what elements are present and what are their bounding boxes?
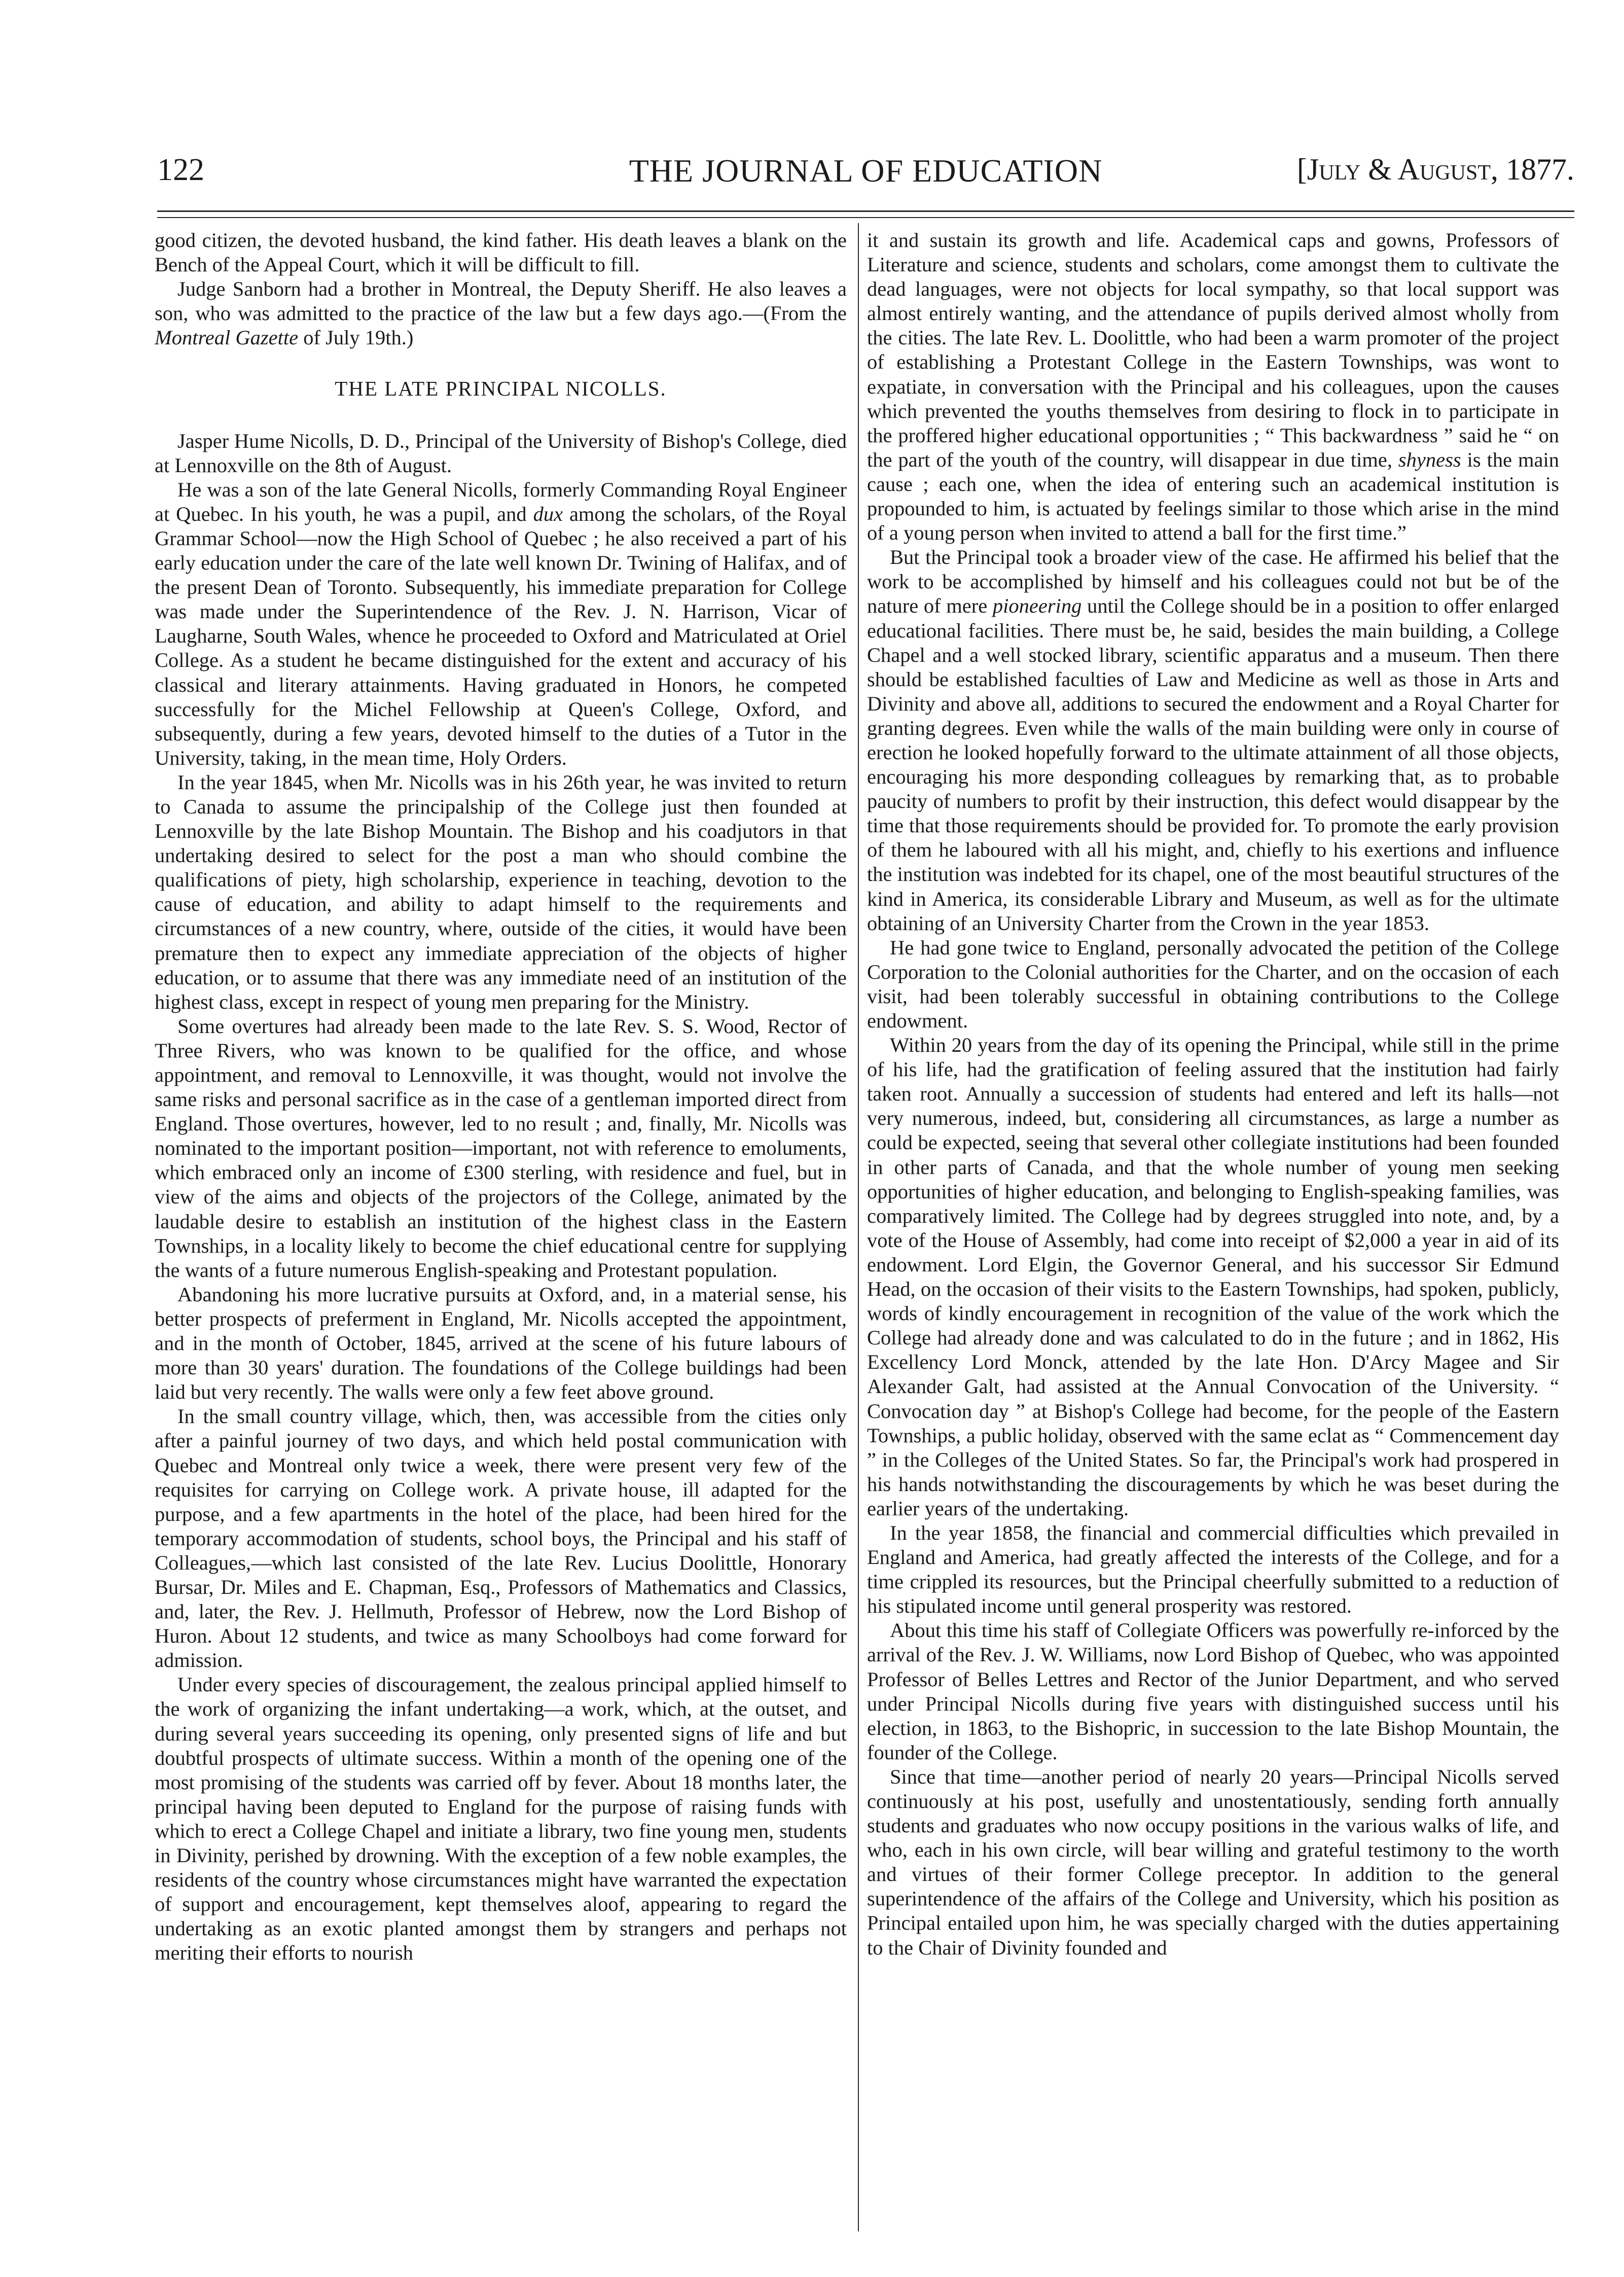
article-paragraph <box>155 277 847 350</box>
article-paragraph <box>155 478 847 770</box>
article-paragraph: Abandoning his more lucrative pursuits at Oxford, and, in a material sense, his better prospects of preferment in England, Mr. Nicolls accepted the appointment, and in the month of October, 1845, arrived at the scene of his future labours of more than 30 years' duration. The foundations of the College buildings had been laid but very recently. The walls were only a few feet above ground. <box>155 1283 847 1404</box>
article-paragraph: Since that time—another period of nearly 20 years—Principal Nicolls served continuously at his post, usefully and unostentatiously, sending forth annually students and graduates who now occupy positions in the various walks of life, and who, each in his own circle, will bear willing and grateful testimony to the worth and virtues of their former College preceptor. In addition to the general superintendence of the affairs of the College and University, which his position as Principal entailed upon him, he was specially charged with the duties appertaining to the Chair of Divinity founded and <box>867 1765 1559 1959</box>
article-paragraph: Under every species of discouragement, the zealous principal applied himself to the work of organizing the infant undertaking—a work, which, at the outset, and during several years succeeding its opening, only presented signs of life and but doubtful prospects of ultimate success. Within a month of the opening one of the most promising of the students was carried off by fever. About 18 months later, the principal having been deputed to England for the purpose of raising funds with which to erect a College Chapel and initiate a library, two fine young men, students in Divinity, perished by drowning. With the exception of a few noble examples, the residents of the country whose circumstances might have warranted the expectation of support and encouragement, kept themselves aloof, appearing to regard the undertaking as an exotic planted amongst them by strangers and perhaps not meriting their efforts to nourish <box>155 1673 847 1965</box>
text-run: is the main cause ; each one, when the idea of entering such an academical institution is propounded to him, is actuated by feelings similar to those which arise in the mind of a young person when invited to attend a ball for the first time.” <box>867 448 1559 545</box>
article-paragraph: In the year 1858, the financial and commercial difficulties which prevailed in England and America, had greatly affected the interests of the College, and for a time crippled its resources, but the Principal cheerfully submitted to a reduction of his stipulated income until general prosperity was restored. <box>867 1521 1559 1618</box>
header-rule <box>157 210 1574 212</box>
article-paragraph: In the year 1845, when Mr. Nicolls was in his 26th year, he was invited to return to Canada to assume the principalship of the College just then founded at Lennoxville by the late Bishop Mountain. The Bishop and his coadjutors in that undertaking desired to select for the post a man who should combine the qualifications of piety, high scholarship, experience in teaching, devotion to the cause of education, and ability to adapt himself to the requirements and circumstances of a new country, where, outside of the cities, it would have been premature then to expect any immediate appreciation of the objects of higher education, or to assume that there was any immediate need of an institution of the highest class, except in respect of young men preparing for the Ministry. <box>155 770 847 1013</box>
article-paragraph: In the small country village, which, then, was accessible from the cities only after a painful journey of two days, and which held postal communication with Quebec and Montreal only twice a week, there were present very few of the requisites for carrying on College work. A private house, ill adapted for the purpose, and a few apartments in the hotel of the place, had been hired for the temporary accommodation of students, school boys, the Principal and his staff of Colleagues,—which last consisted of the late Rev. Lucius Doolittle, Honorary Bursar, Dr. Miles and E. Chapman, Esq., Professors of Mathematics and Classics, and, later, the Rev. J. Hellmuth, Professor of Hebrew, now the Lord Bishop of Huron. About 12 students, and twice as many Schoolboys had come forward for admission. <box>155 1405 847 1672</box>
text-run: it and sustain its growth and life. Academical caps and gowns, Professors of Literature and science, students and scholars, come amongst them to cultivate the dead languages, were not objects for local sympathy, so that local support was almost entirely wanting, and the attendance of pupils derived almost wholly from the cities. The late Rev. L. Doolittle, who had been a warm promoter of the project of establishing a Protestant College in the Eastern Townships, was wont to expatiate, in conversation with the Principal and his colleagues, upon the causes which prevented the youths themselves from desiring to flock in to participate in the proffered higher educational opportunities ; “ This backwardness ” said he “ on the part of the youth of the country, will disappear in due time, <box>867 229 1559 471</box>
text-run: until the College should be in a position to offer enlarged educational facilities. There must be, he said, besides the main building, a College Chapel and a well stocked library, scientific apparatus and a museum. Then there should be established faculties of Law and Medicine as well as those in Arts and Divinity and above all, additions to secured the endowment and a Royal Charter for granting degrees. Even while the walls of the main building were only in course of erection he looked hopefully forward to the ultimate attainment of all those objects, encouraging his more desponding colleagues by remarking that, as to probable paucity of numbers to profit by their instruction, this defect would disappear by the time that those requirements should be provided for. To promote the early provision of them he laboured with all his might, and, chiefly to his exertions and influence the institution was indebted for its chapel, one of the most beautiful structures of the kind in America, its considerable Library and Museum, as well as for the ultimate obtaining of an University Charter from the Crown in the year 1853. <box>867 594 1559 935</box>
article-paragraph: Within 20 years from the day of its opening the Principal, while still in the prime of his life, had the gratification of feeling assured that the institution had fairly taken root. Annually a succession of students had entered and left its halls—not very numerous, indeed, but, considering all circumstances, as large a number as could be expected, seeing that several other collegiate institutions had been founded in other parts of Canada, and that the whole number of young men seeking opportunities of higher education, and belonging to English-speaking families, was comparatively limited. The College had by degrees struggled into note, and, by a vote of the House of Assembly, had come into receipt of $2,000 a year in aid of its endowment. Lord Elgin, the Governor General, and his successor Sir Edmund Head, on the occasion of their visits to the Eastern Townships, had spoken, publicly, words of kindly encouragement in recognition of the value of the work which the College had already done and was calculated to do in the future ; and in 1862, His Excellency Lord Monck, attended by the late Hon. D'Arcy Magee and Sir Alexander Galt, had assisted at the Annual Convocation of the University. “ Convocation day ” at Bishop's College had become, for the people of the Eastern Townships, a public holiday, observed with the same eclat as “ Commencement day ” in the Colleges of the United States. So far, the Principal's work had prospered in his hands notwithstanding the discouragements by which he was beset during the earlier years of the undertaking. <box>867 1034 1559 1520</box>
article-paragraph <box>867 545 1559 936</box>
article-paragraph <box>867 228 1559 545</box>
text-run: among the scholars, of the Royal Grammar School—now the High School of Quebec ; he also received a part of his early education under the care of the late well known Dr. Twining of Halifax, and of the present Dean of Toronto. Subsequently, his immediate preparation for College was made under the Superintendence of the Rev. J. N. Harrison, Vicar of Laugharne, South Wales, whence he proceeded to Oxford and Matriculated at Oriel College. As a student he became distinguished for the extent and accuracy of his classical and literary attainments. Having graduated in Honors, he competed successfully for the Michel Fellowship at Queen's College, Oxford, and subsequently, during a few years, devoted himself to the duties of a Tutor in the University, taking, in the mean time, Holy Orders. <box>155 502 847 769</box>
section-title: THE LATE PRINCIPAL NICOLLS. <box>335 377 667 401</box>
left-column <box>155 228 847 1965</box>
right-column <box>867 228 1559 1960</box>
text-run: He was a son of the late General Nicolls, formerly Commanding Royal Engineer at Quebec. In his youth, he was a pupil, and <box>155 478 847 525</box>
source-name: Montreal Gazette <box>155 326 299 349</box>
italic-word: dux <box>533 502 563 525</box>
page-number: 122 <box>157 153 204 187</box>
journal-title: THE JOURNAL OF EDUCATION <box>629 153 1103 189</box>
issue-date <box>1297 152 1574 187</box>
article-paragraph: good citizen, the devoted husband, the kind father. His death leaves a blank on the Bench of the Appeal Court, which it will be difficult to fill. <box>155 229 847 276</box>
header-rule-thin <box>157 217 1574 218</box>
article-paragraph: About this time his staff of Collegiate Officers was powerfully re-inforced by the arrival of the Rev. J. W. Williams, now Lord Bishop of Quebec, who was appointed Professor of Belles Lettres and Rector of the Junior Department, and who served under Principal Nicolls during five years with distinguished success until his election, in 1863, to the Bishopric, in succession to the late Bishop Mountain, the founder of the College. <box>867 1619 1559 1764</box>
italic-word: shyness <box>1398 448 1461 471</box>
page-header <box>157 152 1574 198</box>
text-run: But the Principal took a broader view of the case. He affirmed his belief that the work to be accomplished by himself and his colleagues could not but be of the nature of mere <box>867 546 1559 618</box>
text-run: Judge Sanborn had a brother in Montreal, the Deputy Sheriff. He also leaves a son, who was admitted to the practice of the law but a few days ago.—(From the <box>155 277 847 325</box>
article-paragraph: Jasper Hume Nicolls, D. D., Principal of the University of Bishop's College, died at Lennoxville on the 8th of August. <box>155 429 847 477</box>
italic-word: pioneering <box>992 594 1082 618</box>
article-paragraph: Some overtures had already been made to the late Rev. S. S. Wood, Rector of Three Rivers, who was known to be qualified for the office, and whose appointment, and removal to Lennoxville, it was thought, would not involve the same risks and personal sacrifice as in the case of a gentleman imported direct from England. Those overtures, however, led to no result ; and, finally, Mr. Nicolls was nominated to the important position—important, not with reference to emoluments, which embraced only an income of £300 sterling, with residence and fuel, but in view of the aims and objects of the projectors of the College, animated by the laudable desire to establish an institution of the highest class in the Eastern Townships, in a locality likely to become the chief educational centre for supplying the wants of a future numerous English-speaking and Protestant population. <box>155 1014 847 1282</box>
issue-date-text: [July & August, 1877. <box>1296 153 1574 186</box>
text-run: of July 19th.) <box>298 326 414 349</box>
article-paragraph: He had gone twice to England, personally advocated the petition of the College Corporation to the Colonial authorities for the Charter, and on the occasion of each visit, had been tolerably successful in obtaining contributions to the College endowment. <box>867 936 1559 1032</box>
column-divider <box>858 223 859 2231</box>
